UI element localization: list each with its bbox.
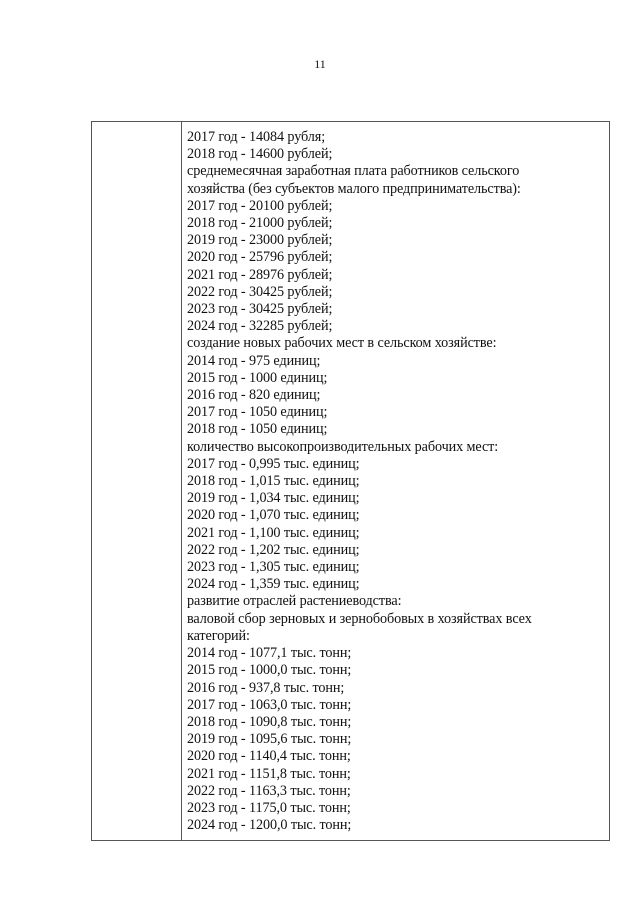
text-line: 2023 год - 30425 рублей;: [187, 301, 333, 318]
text-line: 2017 год - 20100 рублей;: [187, 197, 333, 214]
document-table: [91, 121, 610, 841]
text-line: 2022 год - 1163,3 тыс. тонн;: [187, 782, 351, 799]
text-line: 2021 год - 1,100 тыс. единиц;: [187, 524, 360, 541]
text-line: 2017 год - 14084 рубля;: [187, 129, 326, 145]
text-line: 2018 год - 1,015 тыс. единиц;: [187, 473, 360, 490]
text-line: хозяйства (без субъектов малого предпринимательства):: [187, 180, 521, 197]
text-line: 2019 год - 1095,6 тыс. тонн;: [187, 731, 352, 748]
text-line: создание новых рабочих мест в сельском хозяйстве:: [187, 335, 497, 352]
text-line: 2018 год - 14600 рублей;: [187, 146, 333, 163]
text-line: 2020 год - 1140,4 тыс. тонн;: [187, 748, 351, 765]
text-line: 2024 год - 32285 рублей;: [187, 318, 333, 335]
text-line: 2014 год - 1077,1 тыс. тонн;: [187, 645, 352, 662]
text-line: 2024 год - 1,359 тыс. единиц;: [187, 576, 360, 593]
text-line: 2017 год - 1050 единиц;: [187, 404, 328, 421]
text-line: 2018 год - 1090,8 тыс. тонн;: [187, 713, 352, 730]
text-line: 2015 год - 1000 единиц;: [187, 369, 328, 386]
text-line: 2022 год - 30425 рублей;: [187, 283, 333, 300]
text-line: среднемесячная заработная плата работников сельского: [187, 163, 520, 180]
text-line: 2020 год - 1,070 тыс. единиц;: [187, 507, 360, 524]
text-line: 2017 год - 0,995 тыс. единиц;: [187, 455, 360, 472]
table-right-cell: [187, 129, 605, 834]
text-line: количество высокопроизводительных рабочих мест:: [187, 438, 499, 455]
text-line: 2016 год - 820 единиц;: [187, 387, 321, 404]
text-line: 2022 год - 1,202 тыс. единиц;: [187, 541, 360, 558]
text-line: развитие отраслей растениеводства:: [187, 593, 402, 610]
text-line: 2020 год - 25796 рублей;: [187, 249, 333, 266]
text-line: 2024 год - 1200,0 тыс. тонн;: [187, 817, 352, 834]
text-line: 2016 год - 937,8 тыс. тонн;: [187, 679, 345, 696]
text-line: категорий:: [187, 627, 250, 644]
table-column-divider: [181, 122, 182, 840]
text-line: 2021 год - 28976 рублей;: [187, 266, 333, 283]
page-number: 11: [314, 57, 326, 71]
text-line: 2019 год - 1,034 тыс. единиц;: [187, 490, 360, 507]
text-line: 2023 год - 1175,0 тыс. тонн;: [187, 799, 351, 816]
text-line: 2015 год - 1000,0 тыс. тонн;: [187, 662, 352, 679]
text-line: 2023 год - 1,305 тыс. единиц;: [187, 559, 360, 576]
text-line: 2021 год - 1151,8 тыс. тонн;: [187, 765, 351, 782]
text-line: 2018 год - 21000 рублей;: [187, 215, 333, 232]
table-left-cell: [92, 122, 181, 840]
text-line: 2017 год - 1063,0 тыс. тонн;: [187, 696, 352, 713]
text-line: валовой сбор зерновых и зернобобовых в хозяйствах всех: [187, 610, 532, 627]
text-line: 2019 год - 23000 рублей;: [187, 232, 333, 249]
text-line: 2018 год - 1050 единиц;: [187, 421, 328, 438]
text-line: 2014 год - 975 единиц;: [187, 352, 321, 369]
